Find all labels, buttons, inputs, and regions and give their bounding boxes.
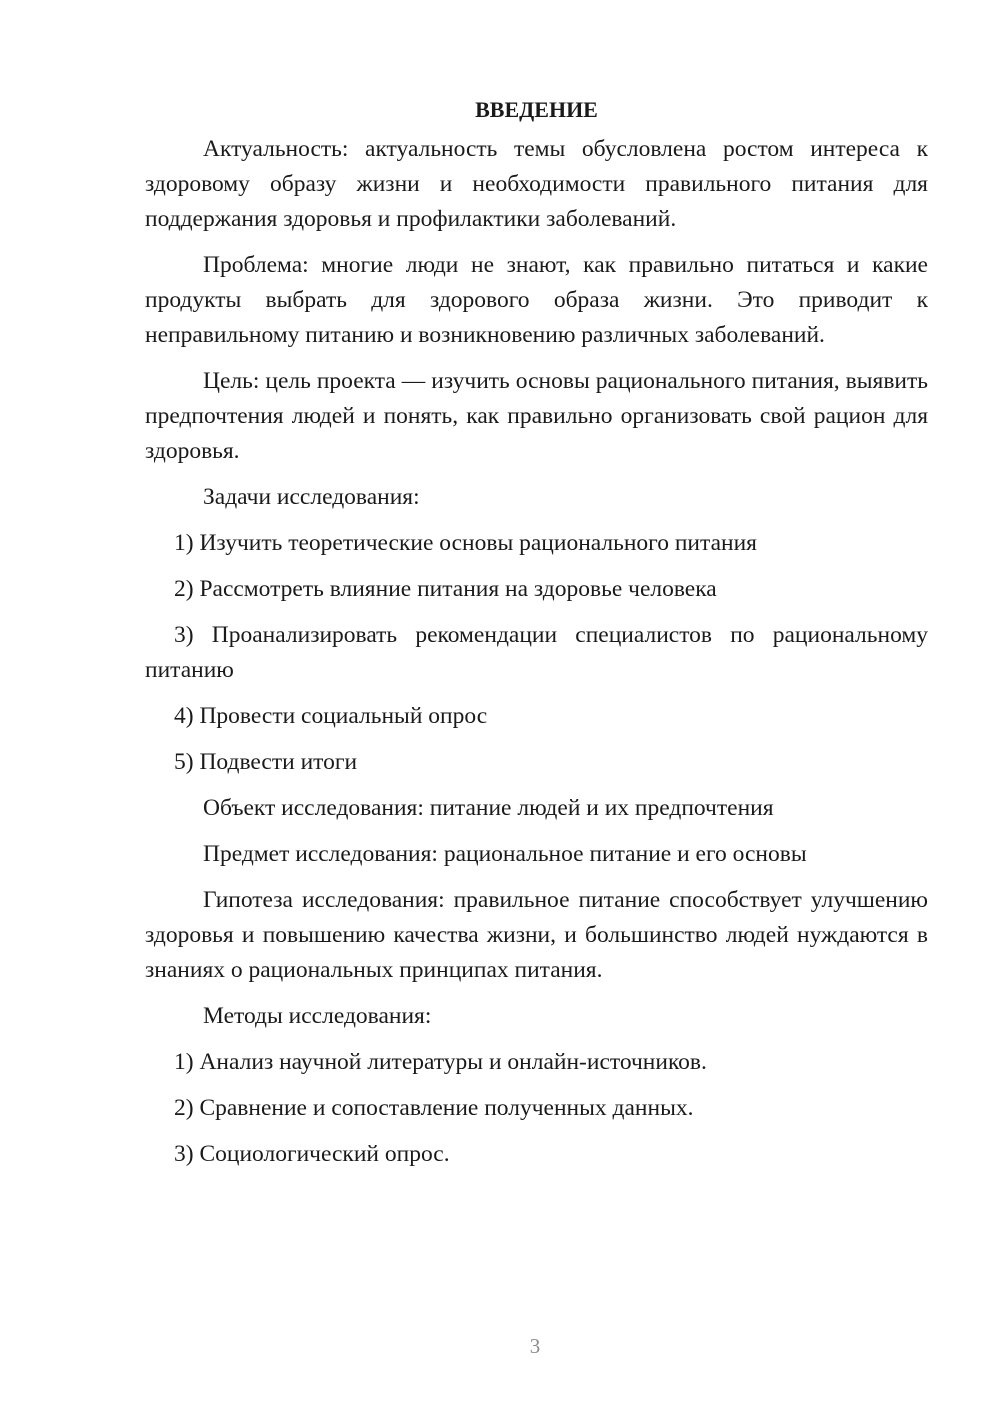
paragraph-goal: Цель: цель проекта — изучить основы рационального питания, выявить предпочтения людей и понять, как правильно организовать свой рацион для здоровья. [145, 368, 928, 464]
paragraph-relevance: Актуальность: актуальность темы обусловлена ростом интереса к здоровому образу жизни и необходимости правильного питания для поддержания здоровья и профилактики заболеваний. [145, 136, 928, 232]
tasks-label: Задачи исследования: [203, 484, 420, 510]
task-item: 2) Рассмотреть влияние питания на здоровье человека [174, 576, 717, 602]
paragraph-object: Объект исследования: питание людей и их предпочтения [203, 795, 774, 821]
method-item: 2) Сравнение и сопоставление полученных данных. [174, 1095, 694, 1121]
method-item: 1) Анализ научной литературы и онлайн-источников. [174, 1049, 707, 1075]
page-number: 3 [529, 1334, 541, 1358]
method-item: 3) Социологический опрос. [174, 1141, 450, 1167]
methods-label: Методы исследования: [203, 1003, 432, 1029]
task-item: 5) Подвести итоги [174, 749, 358, 775]
page-content [145, 92, 928, 1183]
task-item: 1) Изучить теоретические основы рационального питания [174, 530, 757, 556]
methods-list [145, 1045, 928, 1172]
paragraph-problem: Проблема: многие люди не знают, как правильно питаться и какие продукты выбрать для здорового образа жизни. Это приводит к неправильному питанию и возникновению различных заболеваний. [145, 252, 928, 348]
task-item: 4) Провести социальный опрос [174, 703, 488, 729]
paragraph-subject: Предмет исследования: рациональное питание и его основы [203, 841, 807, 867]
tasks-list [145, 526, 928, 780]
paragraph-hypothesis: Гипотеза исследования: правильное питание способствует улучшению здоровья и повышению качества жизни, и большинство людей нуждаются в знаниях о рациональных принципах питания. [145, 887, 928, 983]
task-item: 3) Проанализировать рекомендации специалистов по рациональному питанию [145, 622, 928, 683]
section-title: ВВЕДЕНИЕ [475, 97, 598, 122]
